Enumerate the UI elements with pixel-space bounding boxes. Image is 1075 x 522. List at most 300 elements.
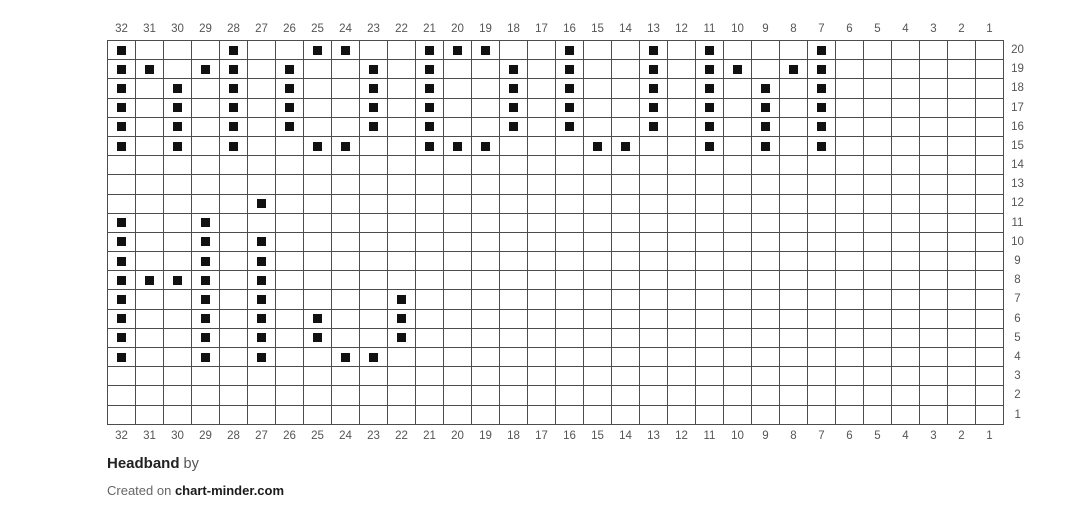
stitch-cell-empty[interactable] <box>836 136 864 155</box>
stitch-cell-empty[interactable] <box>640 348 668 367</box>
stitch-cell-empty[interactable] <box>584 60 612 79</box>
stitch-cell-empty[interactable] <box>808 309 836 328</box>
stitch-cell-filled[interactable] <box>808 41 836 60</box>
stitch-cell-empty[interactable] <box>500 41 528 60</box>
stitch-cell-empty[interactable] <box>584 175 612 194</box>
stitch-cell-empty[interactable] <box>556 367 584 386</box>
stitch-cell-filled[interactable] <box>444 136 472 155</box>
stitch-cell-empty[interactable] <box>780 175 808 194</box>
stitch-cell-empty[interactable] <box>472 367 500 386</box>
stitch-cell-filled[interactable] <box>108 60 136 79</box>
stitch-cell-filled[interactable] <box>360 79 388 98</box>
stitch-cell-empty[interactable] <box>360 213 388 232</box>
stitch-cell-empty[interactable] <box>920 252 948 271</box>
stitch-cell-empty[interactable] <box>724 136 752 155</box>
stitch-cell-empty[interactable] <box>668 175 696 194</box>
stitch-cell-empty[interactable] <box>332 405 360 424</box>
stitch-cell-empty[interactable] <box>752 271 780 290</box>
stitch-cell-empty[interactable] <box>920 328 948 347</box>
stitch-cell-empty[interactable] <box>836 79 864 98</box>
stitch-cell-filled[interactable] <box>108 98 136 117</box>
stitch-cell-empty[interactable] <box>920 348 948 367</box>
stitch-cell-empty[interactable] <box>864 156 892 175</box>
stitch-cell-empty[interactable] <box>836 309 864 328</box>
stitch-cell-empty[interactable] <box>892 41 920 60</box>
stitch-cell-empty[interactable] <box>164 232 192 251</box>
stitch-cell-empty[interactable] <box>752 309 780 328</box>
stitch-cell-empty[interactable] <box>472 309 500 328</box>
stitch-cell-empty[interactable] <box>528 156 556 175</box>
stitch-cell-empty[interactable] <box>472 194 500 213</box>
stitch-cell-empty[interactable] <box>192 175 220 194</box>
stitch-cell-empty[interactable] <box>444 156 472 175</box>
stitch-cell-empty[interactable] <box>500 348 528 367</box>
stitch-cell-empty[interactable] <box>472 348 500 367</box>
stitch-cell-filled[interactable] <box>248 348 276 367</box>
stitch-cell-empty[interactable] <box>780 79 808 98</box>
stitch-cell-empty[interactable] <box>724 271 752 290</box>
stitch-cell-filled[interactable] <box>696 79 724 98</box>
stitch-cell-empty[interactable] <box>752 194 780 213</box>
stitch-cell-empty[interactable] <box>724 348 752 367</box>
stitch-cell-filled[interactable] <box>416 136 444 155</box>
stitch-cell-filled[interactable] <box>360 98 388 117</box>
stitch-cell-empty[interactable] <box>220 175 248 194</box>
stitch-cell-empty[interactable] <box>556 136 584 155</box>
stitch-cell-empty[interactable] <box>892 213 920 232</box>
stitch-cell-empty[interactable] <box>584 98 612 117</box>
stitch-cell-empty[interactable] <box>556 213 584 232</box>
stitch-cell-empty[interactable] <box>108 194 136 213</box>
stitch-cell-empty[interactable] <box>388 117 416 136</box>
stitch-cell-empty[interactable] <box>584 271 612 290</box>
stitch-cell-empty[interactable] <box>332 232 360 251</box>
stitch-cell-empty[interactable] <box>892 232 920 251</box>
stitch-cell-filled[interactable] <box>136 271 164 290</box>
stitch-cell-empty[interactable] <box>164 60 192 79</box>
stitch-cell-empty[interactable] <box>444 213 472 232</box>
stitch-cell-empty[interactable] <box>136 79 164 98</box>
stitch-cell-empty[interactable] <box>192 41 220 60</box>
stitch-cell-empty[interactable] <box>416 213 444 232</box>
stitch-cell-empty[interactable] <box>696 386 724 405</box>
stitch-cell-empty[interactable] <box>612 252 640 271</box>
stitch-cell-empty[interactable] <box>500 290 528 309</box>
stitch-cell-empty[interactable] <box>416 386 444 405</box>
stitch-cell-empty[interactable] <box>948 309 976 328</box>
stitch-cell-empty[interactable] <box>472 271 500 290</box>
stitch-cell-empty[interactable] <box>920 271 948 290</box>
stitch-cell-empty[interactable] <box>220 405 248 424</box>
stitch-cell-empty[interactable] <box>864 232 892 251</box>
stitch-cell-empty[interactable] <box>808 194 836 213</box>
stitch-cell-empty[interactable] <box>248 98 276 117</box>
stitch-cell-empty[interactable] <box>584 309 612 328</box>
stitch-cell-empty[interactable] <box>500 405 528 424</box>
stitch-cell-empty[interactable] <box>444 175 472 194</box>
stitch-cell-empty[interactable] <box>472 156 500 175</box>
stitch-cell-filled[interactable] <box>164 117 192 136</box>
stitch-cell-empty[interactable] <box>780 386 808 405</box>
stitch-cell-empty[interactable] <box>724 117 752 136</box>
stitch-cell-empty[interactable] <box>444 98 472 117</box>
stitch-cell-empty[interactable] <box>444 309 472 328</box>
stitch-cell-empty[interactable] <box>864 386 892 405</box>
stitch-cell-empty[interactable] <box>864 175 892 194</box>
stitch-cell-empty[interactable] <box>724 405 752 424</box>
stitch-cell-empty[interactable] <box>136 290 164 309</box>
stitch-cell-empty[interactable] <box>164 156 192 175</box>
stitch-cell-empty[interactable] <box>164 405 192 424</box>
stitch-cell-empty[interactable] <box>892 175 920 194</box>
stitch-cell-empty[interactable] <box>416 252 444 271</box>
stitch-cell-empty[interactable] <box>528 79 556 98</box>
stitch-cell-filled[interactable] <box>500 98 528 117</box>
stitch-cell-empty[interactable] <box>416 367 444 386</box>
stitch-cell-filled[interactable] <box>416 79 444 98</box>
stitch-cell-empty[interactable] <box>360 232 388 251</box>
stitch-cell-empty[interactable] <box>808 271 836 290</box>
stitch-cell-empty[interactable] <box>556 309 584 328</box>
stitch-cell-empty[interactable] <box>668 309 696 328</box>
stitch-cell-empty[interactable] <box>556 328 584 347</box>
stitch-cell-empty[interactable] <box>724 386 752 405</box>
stitch-cell-empty[interactable] <box>836 386 864 405</box>
stitch-cell-empty[interactable] <box>360 271 388 290</box>
stitch-cell-empty[interactable] <box>164 348 192 367</box>
stitch-cell-empty[interactable] <box>836 213 864 232</box>
stitch-cell-filled[interactable] <box>248 252 276 271</box>
stitch-cell-empty[interactable] <box>192 194 220 213</box>
stitch-cell-empty[interactable] <box>864 252 892 271</box>
stitch-cell-empty[interactable] <box>528 386 556 405</box>
stitch-cell-empty[interactable] <box>136 386 164 405</box>
stitch-cell-empty[interactable] <box>612 348 640 367</box>
stitch-cell-filled[interactable] <box>108 271 136 290</box>
stitch-cell-filled[interactable] <box>752 136 780 155</box>
stitch-cell-empty[interactable] <box>248 41 276 60</box>
stitch-cell-empty[interactable] <box>276 386 304 405</box>
stitch-cell-filled[interactable] <box>332 348 360 367</box>
stitch-cell-empty[interactable] <box>416 328 444 347</box>
stitch-cell-empty[interactable] <box>948 98 976 117</box>
stitch-cell-filled[interactable] <box>276 79 304 98</box>
stitch-cell-empty[interactable] <box>528 328 556 347</box>
stitch-cell-filled[interactable] <box>696 41 724 60</box>
stitch-cell-empty[interactable] <box>724 213 752 232</box>
stitch-cell-empty[interactable] <box>612 405 640 424</box>
stitch-cell-filled[interactable] <box>724 60 752 79</box>
stitch-cell-empty[interactable] <box>220 232 248 251</box>
stitch-cell-empty[interactable] <box>388 79 416 98</box>
stitch-cell-empty[interactable] <box>892 98 920 117</box>
stitch-cell-empty[interactable] <box>388 252 416 271</box>
stitch-cell-filled[interactable] <box>192 309 220 328</box>
stitch-cell-empty[interactable] <box>276 41 304 60</box>
stitch-cell-empty[interactable] <box>248 405 276 424</box>
stitch-cell-empty[interactable] <box>388 348 416 367</box>
stitch-cell-empty[interactable] <box>836 175 864 194</box>
stitch-cell-empty[interactable] <box>192 405 220 424</box>
stitch-cell-empty[interactable] <box>444 252 472 271</box>
stitch-cell-empty[interactable] <box>220 194 248 213</box>
stitch-cell-filled[interactable] <box>220 136 248 155</box>
stitch-cell-filled[interactable] <box>192 252 220 271</box>
stitch-cell-empty[interactable] <box>388 60 416 79</box>
stitch-cell-empty[interactable] <box>304 348 332 367</box>
stitch-cell-empty[interactable] <box>976 405 1004 424</box>
stitch-cell-empty[interactable] <box>416 290 444 309</box>
stitch-cell-empty[interactable] <box>500 156 528 175</box>
stitch-cell-empty[interactable] <box>248 136 276 155</box>
stitch-cell-filled[interactable] <box>808 136 836 155</box>
stitch-cell-empty[interactable] <box>892 290 920 309</box>
stitch-cell-empty[interactable] <box>164 41 192 60</box>
stitch-cell-empty[interactable] <box>584 328 612 347</box>
stitch-cell-empty[interactable] <box>920 60 948 79</box>
stitch-cell-empty[interactable] <box>836 290 864 309</box>
stitch-cell-empty[interactable] <box>864 328 892 347</box>
stitch-cell-empty[interactable] <box>640 156 668 175</box>
stitch-cell-empty[interactable] <box>976 79 1004 98</box>
stitch-cell-empty[interactable] <box>836 348 864 367</box>
stitch-cell-empty[interactable] <box>948 175 976 194</box>
stitch-cell-filled[interactable] <box>640 60 668 79</box>
stitch-cell-empty[interactable] <box>416 194 444 213</box>
stitch-cell-empty[interactable] <box>360 136 388 155</box>
stitch-cell-empty[interactable] <box>696 156 724 175</box>
stitch-cell-empty[interactable] <box>976 386 1004 405</box>
stitch-cell-empty[interactable] <box>220 290 248 309</box>
stitch-cell-empty[interactable] <box>360 328 388 347</box>
stitch-cell-empty[interactable] <box>948 136 976 155</box>
stitch-cell-empty[interactable] <box>696 175 724 194</box>
stitch-cell-empty[interactable] <box>892 136 920 155</box>
stitch-cell-empty[interactable] <box>528 405 556 424</box>
stitch-cell-filled[interactable] <box>192 328 220 347</box>
stitch-cell-empty[interactable] <box>388 156 416 175</box>
stitch-cell-empty[interactable] <box>248 79 276 98</box>
stitch-cell-empty[interactable] <box>612 41 640 60</box>
stitch-cell-empty[interactable] <box>136 136 164 155</box>
stitch-cell-filled[interactable] <box>332 41 360 60</box>
stitch-cell-empty[interactable] <box>780 252 808 271</box>
stitch-cell-empty[interactable] <box>360 405 388 424</box>
stitch-cell-empty[interactable] <box>780 156 808 175</box>
stitch-cell-empty[interactable] <box>752 156 780 175</box>
stitch-cell-empty[interactable] <box>332 117 360 136</box>
site-link[interactable]: chart-minder.com <box>174 483 285 498</box>
stitch-cell-filled[interactable] <box>108 290 136 309</box>
stitch-cell-empty[interactable] <box>780 367 808 386</box>
stitch-cell-empty[interactable] <box>668 98 696 117</box>
stitch-cell-empty[interactable] <box>276 136 304 155</box>
stitch-cell-empty[interactable] <box>276 252 304 271</box>
stitch-cell-empty[interactable] <box>500 232 528 251</box>
stitch-cell-empty[interactable] <box>500 213 528 232</box>
stitch-cell-empty[interactable] <box>444 117 472 136</box>
stitch-cell-filled[interactable] <box>108 309 136 328</box>
stitch-cell-empty[interactable] <box>640 309 668 328</box>
stitch-cell-empty[interactable] <box>304 232 332 251</box>
stitch-cell-empty[interactable] <box>444 290 472 309</box>
stitch-cell-empty[interactable] <box>724 79 752 98</box>
stitch-cell-empty[interactable] <box>836 41 864 60</box>
stitch-cell-filled[interactable] <box>108 232 136 251</box>
stitch-cell-empty[interactable] <box>864 41 892 60</box>
stitch-cell-empty[interactable] <box>948 290 976 309</box>
stitch-cell-filled[interactable] <box>500 117 528 136</box>
stitch-cell-empty[interactable] <box>556 175 584 194</box>
stitch-cell-filled[interactable] <box>108 79 136 98</box>
stitch-cell-filled[interactable] <box>752 117 780 136</box>
stitch-cell-empty[interactable] <box>808 213 836 232</box>
stitch-cell-empty[interactable] <box>948 41 976 60</box>
stitch-cell-empty[interactable] <box>304 367 332 386</box>
stitch-cell-empty[interactable] <box>444 405 472 424</box>
stitch-cell-empty[interactable] <box>864 98 892 117</box>
stitch-cell-empty[interactable] <box>500 328 528 347</box>
stitch-cell-empty[interactable] <box>612 213 640 232</box>
stitch-cell-empty[interactable] <box>584 156 612 175</box>
stitch-cell-filled[interactable] <box>164 271 192 290</box>
stitch-cell-empty[interactable] <box>920 290 948 309</box>
stitch-cell-empty[interactable] <box>612 117 640 136</box>
stitch-cell-empty[interactable] <box>500 194 528 213</box>
stitch-cell-empty[interactable] <box>696 194 724 213</box>
stitch-cell-empty[interactable] <box>584 252 612 271</box>
stitch-cell-empty[interactable] <box>668 213 696 232</box>
stitch-cell-filled[interactable] <box>808 60 836 79</box>
stitch-cell-empty[interactable] <box>640 252 668 271</box>
stitch-cell-empty[interactable] <box>164 252 192 271</box>
stitch-cell-empty[interactable] <box>976 117 1004 136</box>
stitch-cell-empty[interactable] <box>136 309 164 328</box>
stitch-cell-empty[interactable] <box>808 175 836 194</box>
stitch-cell-empty[interactable] <box>892 117 920 136</box>
stitch-cell-empty[interactable] <box>668 290 696 309</box>
stitch-cell-empty[interactable] <box>612 328 640 347</box>
stitch-cell-empty[interactable] <box>444 271 472 290</box>
stitch-cell-empty[interactable] <box>220 213 248 232</box>
stitch-cell-empty[interactable] <box>136 405 164 424</box>
stitch-cell-empty[interactable] <box>780 98 808 117</box>
stitch-cell-empty[interactable] <box>360 175 388 194</box>
stitch-cell-filled[interactable] <box>584 136 612 155</box>
stitch-cell-empty[interactable] <box>836 98 864 117</box>
stitch-cell-empty[interactable] <box>892 386 920 405</box>
stitch-cell-empty[interactable] <box>640 213 668 232</box>
stitch-cell-empty[interactable] <box>976 60 1004 79</box>
stitch-cell-filled[interactable] <box>556 117 584 136</box>
stitch-cell-empty[interactable] <box>500 136 528 155</box>
stitch-cell-empty[interactable] <box>360 367 388 386</box>
stitch-cell-empty[interactable] <box>416 232 444 251</box>
stitch-cell-empty[interactable] <box>780 290 808 309</box>
stitch-cell-empty[interactable] <box>640 136 668 155</box>
stitch-cell-empty[interactable] <box>976 41 1004 60</box>
stitch-cell-empty[interactable] <box>724 309 752 328</box>
stitch-cell-empty[interactable] <box>444 194 472 213</box>
stitch-cell-empty[interactable] <box>276 405 304 424</box>
stitch-cell-empty[interactable] <box>556 194 584 213</box>
stitch-cell-empty[interactable] <box>892 60 920 79</box>
stitch-cell-empty[interactable] <box>304 60 332 79</box>
stitch-cell-empty[interactable] <box>332 60 360 79</box>
stitch-cell-filled[interactable] <box>472 136 500 155</box>
stitch-cell-empty[interactable] <box>696 252 724 271</box>
stitch-cell-empty[interactable] <box>136 348 164 367</box>
stitch-cell-empty[interactable] <box>136 328 164 347</box>
stitch-cell-empty[interactable] <box>920 175 948 194</box>
stitch-cell-filled[interactable] <box>304 328 332 347</box>
stitch-cell-empty[interactable] <box>668 136 696 155</box>
stitch-cell-empty[interactable] <box>864 309 892 328</box>
stitch-cell-empty[interactable] <box>640 405 668 424</box>
stitch-cell-empty[interactable] <box>528 175 556 194</box>
stitch-cell-empty[interactable] <box>164 290 192 309</box>
stitch-cell-empty[interactable] <box>584 213 612 232</box>
stitch-cell-empty[interactable] <box>808 328 836 347</box>
stitch-cell-empty[interactable] <box>640 386 668 405</box>
stitch-cell-empty[interactable] <box>696 213 724 232</box>
stitch-cell-empty[interactable] <box>332 175 360 194</box>
stitch-cell-empty[interactable] <box>556 386 584 405</box>
stitch-cell-empty[interactable] <box>864 136 892 155</box>
stitch-cell-empty[interactable] <box>164 367 192 386</box>
stitch-cell-empty[interactable] <box>388 136 416 155</box>
stitch-cell-filled[interactable] <box>220 98 248 117</box>
stitch-cell-empty[interactable] <box>472 213 500 232</box>
stitch-cell-empty[interactable] <box>472 328 500 347</box>
stitch-cell-empty[interactable] <box>948 367 976 386</box>
stitch-cell-empty[interactable] <box>304 175 332 194</box>
stitch-cell-empty[interactable] <box>136 156 164 175</box>
stitch-cell-empty[interactable] <box>752 405 780 424</box>
stitch-cell-empty[interactable] <box>612 309 640 328</box>
stitch-cell-empty[interactable] <box>416 271 444 290</box>
stitch-cell-empty[interactable] <box>948 194 976 213</box>
stitch-cell-filled[interactable] <box>108 41 136 60</box>
stitch-cell-filled[interactable] <box>108 252 136 271</box>
stitch-cell-empty[interactable] <box>696 328 724 347</box>
stitch-cell-empty[interactable] <box>752 328 780 347</box>
stitch-cell-empty[interactable] <box>892 79 920 98</box>
stitch-cell-empty[interactable] <box>276 290 304 309</box>
stitch-cell-empty[interactable] <box>164 175 192 194</box>
stitch-cell-empty[interactable] <box>612 290 640 309</box>
stitch-cell-empty[interactable] <box>388 175 416 194</box>
stitch-cell-empty[interactable] <box>948 213 976 232</box>
stitch-cell-empty[interactable] <box>332 79 360 98</box>
stitch-cell-empty[interactable] <box>836 60 864 79</box>
stitch-cell-empty[interactable] <box>500 175 528 194</box>
stitch-cell-empty[interactable] <box>892 328 920 347</box>
stitch-cell-empty[interactable] <box>640 232 668 251</box>
stitch-cell-empty[interactable] <box>528 98 556 117</box>
stitch-cell-filled[interactable] <box>192 213 220 232</box>
stitch-cell-empty[interactable] <box>976 136 1004 155</box>
stitch-cell-empty[interactable] <box>640 194 668 213</box>
stitch-cell-empty[interactable] <box>388 405 416 424</box>
stitch-cell-empty[interactable] <box>528 41 556 60</box>
stitch-cell-filled[interactable] <box>164 79 192 98</box>
stitch-cell-filled[interactable] <box>388 309 416 328</box>
stitch-cell-empty[interactable] <box>948 79 976 98</box>
stitch-cell-empty[interactable] <box>836 405 864 424</box>
stitch-cell-empty[interactable] <box>472 60 500 79</box>
stitch-cell-empty[interactable] <box>472 117 500 136</box>
